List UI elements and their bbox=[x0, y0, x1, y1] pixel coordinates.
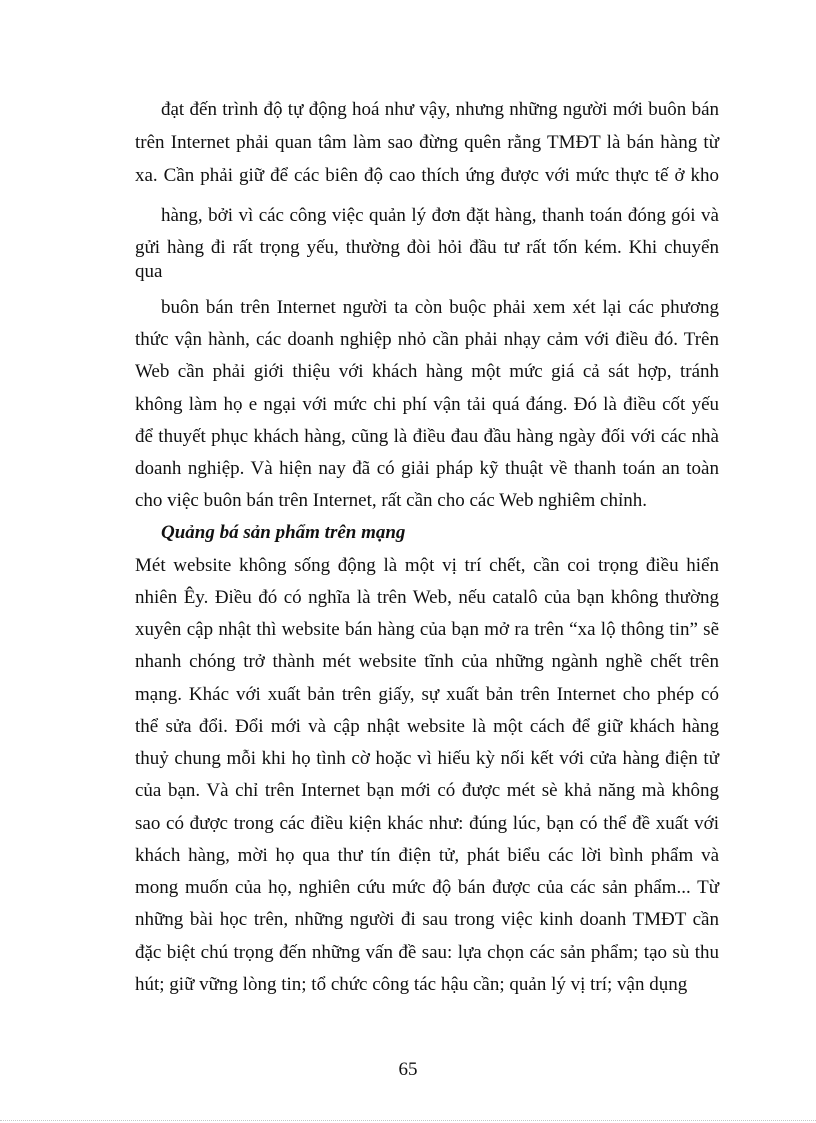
text-line: đạt đến trình độ tự động hoá như vậy, nhưng những người mới buôn bán bbox=[161, 99, 719, 120]
text-line: thức vận hành, các doanh nghiệp nhỏ cần phải nhạy cảm với điều đó. Trên bbox=[135, 329, 719, 350]
text-line: thuỷ chung mỗi khi họ tình cờ hoặc vì hiếu kỳ nối kết với cửa hàng điện tử bbox=[135, 748, 719, 769]
text-line: nhanh chóng trở thành mét website tĩnh của những ngành nghề chết trên bbox=[135, 651, 719, 672]
text-line: doanh nghiệp. Và hiện nay đã có giải pháp kỹ thuật về thanh toán an toàn bbox=[135, 458, 719, 479]
text-line: không làm họ e ngại với mức chi phí vận tải quá đáng. Đó là điều cốt yếu bbox=[135, 394, 719, 415]
text-line: những bài học trên, những người đi sau trong việc kinh doanh TMĐT cần bbox=[135, 909, 719, 930]
footer-divider bbox=[0, 1120, 816, 1121]
text-line: Web cần phải giới thiệu với khách hàng một mức giá cả sát hợp, tránh bbox=[135, 361, 719, 382]
text-line: cho việc buôn bán trên Internet, rất cần cho các Web nghiêm chỉnh. bbox=[135, 490, 647, 511]
text-line: của bạn. Và chỉ trên Internet bạn mới có được mét sè khả năng mà không bbox=[135, 780, 719, 801]
text-line: xuyên cập nhật thì website bán hàng của bạn mở ra trên “xa lộ thông tin” sẽ bbox=[135, 619, 719, 640]
text-line: xa. Cần phải giữ để các biên độ cao thích ứng được với mức thực tế ở kho bbox=[135, 165, 719, 186]
text-line: qua bbox=[135, 261, 163, 282]
text-line: mạng. Khác với xuất bản trên giấy, sự xuất bản trên Internet cho phép có bbox=[135, 684, 719, 705]
text-line: Mét website không sống động là một vị trí chết, cần coi trọng điều hiển bbox=[135, 555, 719, 576]
text-line: nhiên Êy. Điều đó có nghĩa là trên Web, nếu catalô của bạn không thường bbox=[135, 587, 719, 608]
text-line: hút; giữ vững lòng tin; tổ chức công tác hậu cần; quản lý vị trí; vận dụng bbox=[135, 974, 688, 995]
text-line: trên Internet phải quan tâm làm sao đừng quên rằng TMĐT là bán hàng từ bbox=[135, 132, 719, 153]
text-line: buôn bán trên Internet người ta còn buộc phải xem xét lại các phương bbox=[161, 297, 719, 318]
text-line: đặc biệt chú trọng đến những vấn đề sau: lựa chọn các sản phẩm; tạo sù thu bbox=[135, 942, 719, 963]
section-heading: Quảng bá sản phẩm trên mạng bbox=[161, 522, 406, 543]
text-line: để thuyết phục khách hàng, cũng là điều đau đầu hàng ngày đối với các nhà bbox=[135, 426, 719, 447]
text-line: thể sửa đổi. Đổi mới và cập nhật website là một cách để giữ khách hàng bbox=[135, 716, 719, 737]
text-line: gửi hàng đi rất trọng yếu, thường đòi hỏi đầu tư rất tốn kém. Khi chuyển bbox=[135, 237, 719, 258]
text-line: sao có được trong các điều kiện khác như: đúng lúc, bạn có thể đề xuất với bbox=[135, 813, 719, 834]
text-line: hàng, bởi vì các công việc quản lý đơn đặt hàng, thanh toán đóng gói và bbox=[161, 205, 719, 226]
text-line: mong muốn của họ, nghiên cứu mức độ bán được của các sản phẩm... Từ bbox=[135, 877, 719, 898]
page-number: 65 bbox=[398, 1059, 418, 1080]
text-line: khách hàng, mời họ qua thư tín điện tử, phát biểu các lời bình phẩm và bbox=[135, 845, 719, 866]
